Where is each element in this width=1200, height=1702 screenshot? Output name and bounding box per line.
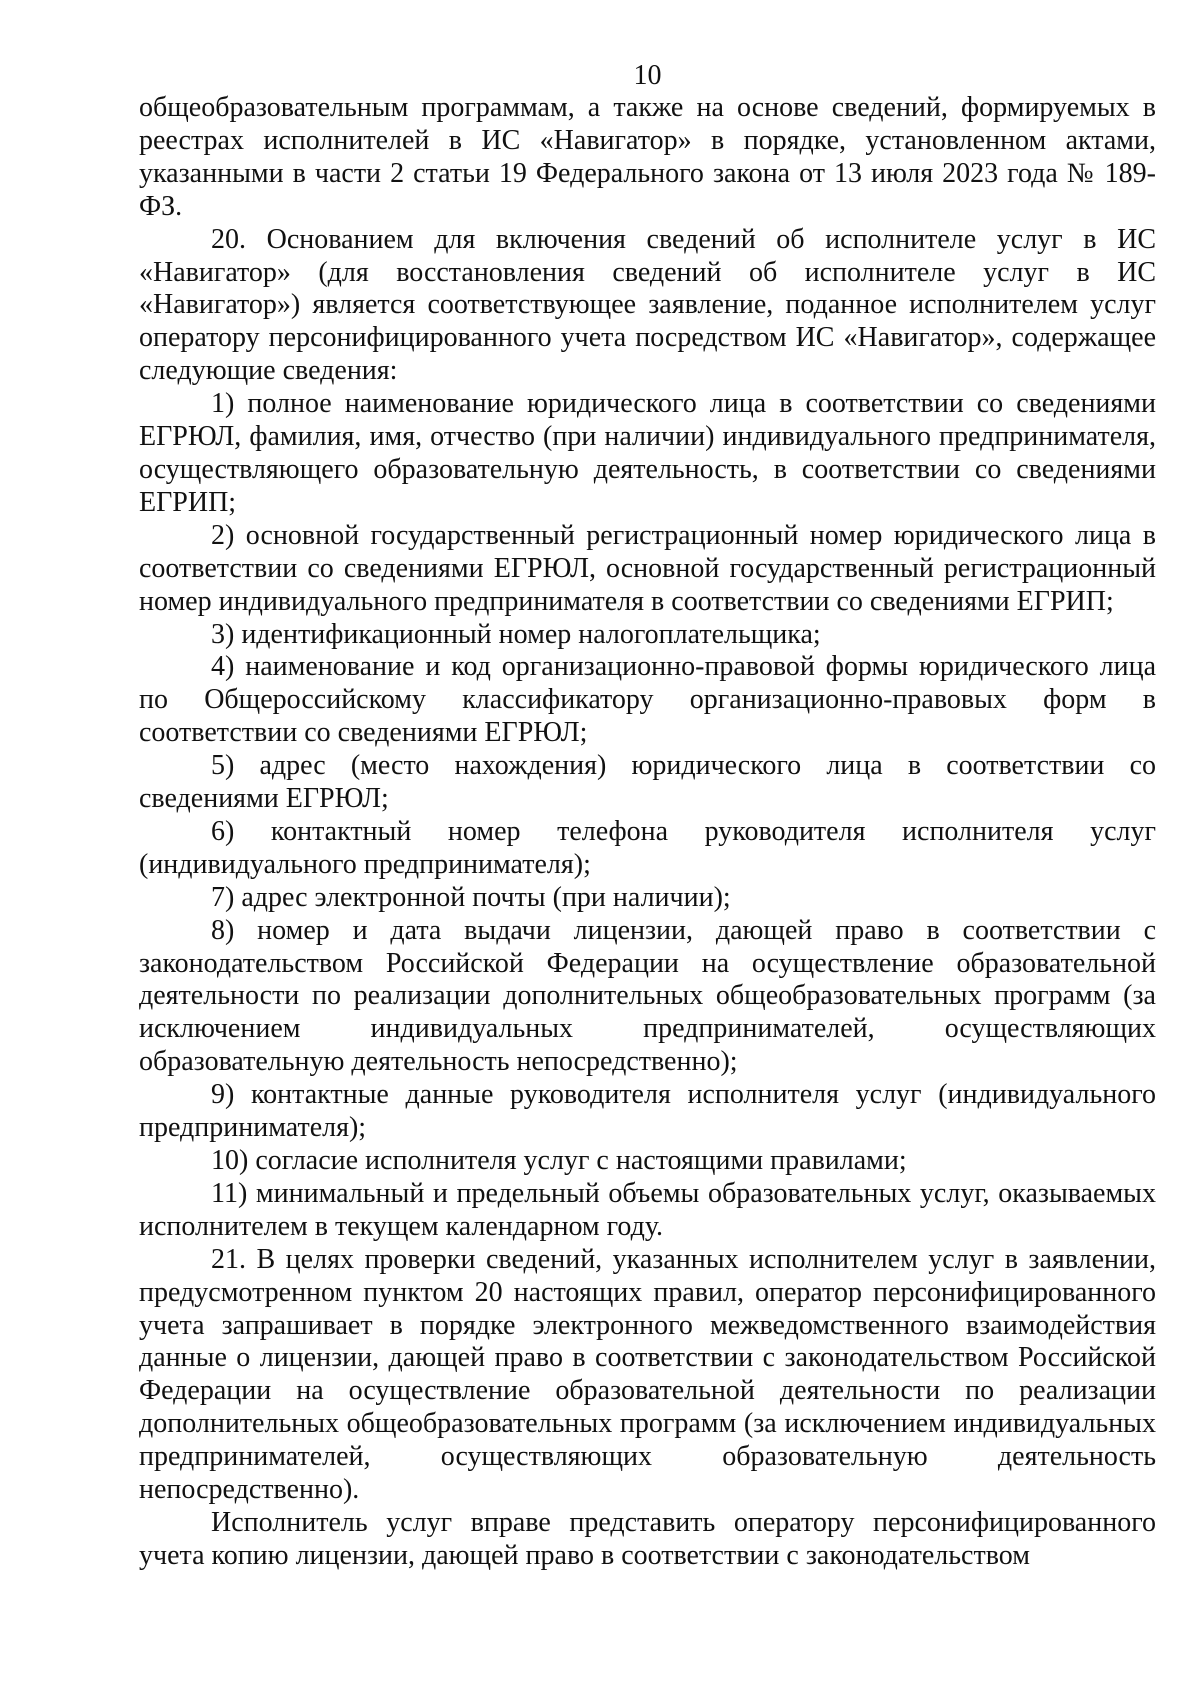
list-item-2: 2) основной государственный регистрационный номер юридического лица в соответствии со сведениями ЕГРЮЛ, основной государственный регистрационный номер индивидуального предпринимателя в соответствии со сведениями ЕГРИП; bbox=[139, 519, 1156, 617]
paragraph-item-21: 21. В целях проверки сведений, указанных исполнителем услуг в заявлении, предусмотренном пунктом 20 настоящих правил, оператор персонифицированного учета запрашивает в порядке электронного межведомственного взаимодействия данные о лицензии, дающей право в соответствии с законодательством Российской Федерации на осуществление образовательной деятельности по реализации дополнительных общеобразовательных программ (за исключением индивидуальных предпринимателей, осуществляющих образовательную деятельность непосредственно). bbox=[139, 1243, 1156, 1506]
paragraph-item-20: 20. Основанием для включения сведений об исполнителе услуг в ИС «Навигатор» (для восстановления сведений об исполнителе услуг в ИС «Навигатор») является соответствующее заявление, поданное исполнителем услуг оператору персонифицированного учета посредством ИС «Навигатор», содержащее следующие сведения: bbox=[139, 223, 1156, 387]
list-item-3: 3) идентификационный номер налогоплательщика; bbox=[211, 618, 821, 650]
list-item-5: 5) адрес (место нахождения) юридического лица в соответствии со сведениями ЕГРЮЛ; bbox=[139, 750, 1156, 815]
list-item-9: 9) контактные данные руководителя исполнителя услуг (индивидуального предпринимателя); bbox=[139, 1079, 1156, 1144]
paragraph-license-copy: Исполнитель услуг вправе представить оператору персонифицированного учета копию лицензии, дающей право в соответствии с законодательством bbox=[139, 1506, 1156, 1571]
list-item-6: 6) контактный номер телефона руководителя исполнителя услуг (индивидуального предпринимателя); bbox=[139, 815, 1156, 880]
document-page bbox=[139, 60, 1156, 1573]
list-item-11: 11) минимальный и предельный объемы образовательных услуг, оказываемых исполнителем в текущем календарном году. bbox=[139, 1177, 1156, 1242]
page-number: 10 bbox=[633, 60, 662, 91]
list-item-7: 7) адрес электронной почты (при наличии); bbox=[211, 881, 731, 913]
paragraph-continuation: общеобразовательным программам, а также на основе сведений, формируемых в реестрах исполнителей в ИС «Навигатор» в порядке, установленном актами, указанными в части 2 статьи 19 Федерального закона от 13 июля 2023 года № 189-ФЗ. bbox=[139, 92, 1156, 222]
list-item-4: 4) наименование и код организационно-правовой формы юридического лица по Общероссийскому классификатору организационно-правовых форм в соответствии со сведениями ЕГРЮЛ; bbox=[139, 651, 1156, 749]
list-item-10: 10) согласие исполнителя услуг с настоящими правилами; bbox=[211, 1145, 907, 1176]
list-item-1: 1) полное наименование юридического лица в соответствии со сведениями ЕГРЮЛ, фамилия, имя, отчество (при наличии) индивидуального предпринимателя, осуществляющего образовательную деятельность, в соответствии со сведениями ЕГРИП; bbox=[139, 388, 1156, 518]
list-item-8: 8) номер и дата выдачи лицензии, дающей право в соответствии с законодательством Российской Федерации на осуществление образовательной деятельности по реализации дополнительных общеобразовательных программ (за исключением индивидуальных предпринимателей, осуществляющих образовательную деятельность непосредственно); bbox=[139, 914, 1156, 1078]
